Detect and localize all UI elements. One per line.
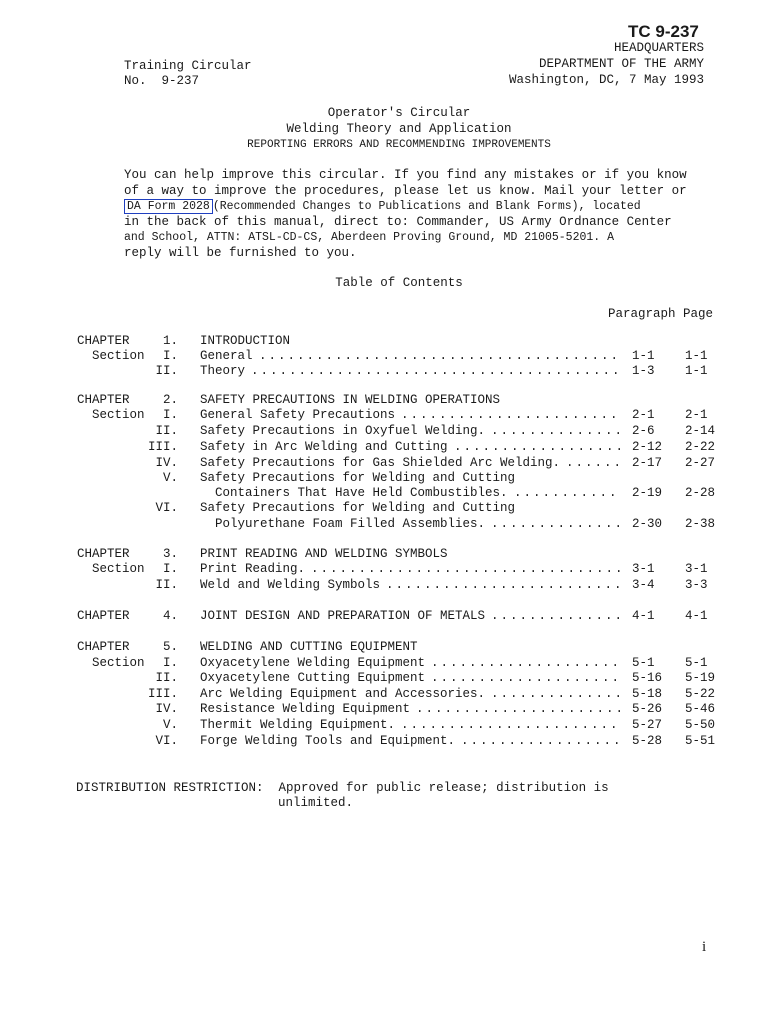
document-id: TC 9-237 xyxy=(628,22,699,41)
toc-leader-dots: ...................................... xyxy=(259,349,621,363)
toc-row xyxy=(0,423,768,439)
toc-entry-title: Safety Precautions for Welding and Cutting xyxy=(200,501,516,515)
org-department: DEPARTMENT OF THE ARMY xyxy=(538,57,704,71)
toc-paragraph: 4-1 xyxy=(632,609,655,623)
distribution-text-cont: unlimited. xyxy=(278,796,354,810)
toc-leader-dots: ................................. xyxy=(311,562,625,576)
circular-label: Training Circular xyxy=(124,59,252,73)
toc-leader-dots: .................. xyxy=(454,440,626,454)
toc-number: 2. xyxy=(162,393,178,407)
title-welding-theory: Welding Theory and Application xyxy=(286,122,512,136)
toc-row xyxy=(0,608,768,624)
toc-row xyxy=(0,701,768,717)
toc-number: II. xyxy=(155,424,178,438)
toc-leader-dots: .................... xyxy=(431,671,622,685)
toc-entry-title: General Safety Precautions xyxy=(200,408,396,422)
toc-leader-dots: .............. xyxy=(491,687,625,701)
toc-paragraph: 5-27 xyxy=(632,718,663,732)
toc-entry-title: Oxyacetylene Welding Equipment xyxy=(200,656,426,670)
col-paragraph: Paragraph xyxy=(608,307,676,321)
toc-row xyxy=(0,485,768,501)
toc-row xyxy=(0,686,768,702)
toc-paragraph: 3-4 xyxy=(632,578,655,592)
da-form-2028-link[interactable]: DA Form 2028 xyxy=(124,199,213,214)
toc-page: 5-46 xyxy=(685,702,716,716)
circular-number: No. 9-237 xyxy=(124,74,200,88)
col-page: Page xyxy=(683,307,714,321)
toc-entry-title: Resistance Welding Equipment xyxy=(200,702,411,716)
toc-paragraph: 5-28 xyxy=(632,734,663,748)
toc-leader-dots: ...................... xyxy=(416,702,626,716)
toc-row xyxy=(0,733,768,749)
toc-page: 2-14 xyxy=(685,424,716,438)
toc-paragraph: 2-6 xyxy=(632,424,655,438)
toc-entry-title: Print Reading. xyxy=(200,562,306,576)
toc-entry-title: Polyurethane Foam Filled Assemblies. xyxy=(200,517,486,531)
toc-page: 2-38 xyxy=(685,517,716,531)
toc-page: 3-1 xyxy=(685,562,708,576)
toc-row xyxy=(0,546,768,562)
toc-entry-title: General xyxy=(200,349,253,363)
toc-page: 1-1 xyxy=(685,349,708,363)
toc-number: II. xyxy=(155,671,178,685)
intro-line: in the back of this manual, direct to: Commander, US Army Ordnance Center xyxy=(124,214,672,229)
toc-page: 3-3 xyxy=(685,578,708,592)
toc-chapter-label: CHAPTER xyxy=(77,334,130,348)
toc-row xyxy=(0,348,768,364)
toc-entry-title: Oxyacetylene Cutting Equipment xyxy=(200,671,426,685)
toc-number: I. xyxy=(162,408,178,422)
intro-paragraph xyxy=(124,168,704,261)
org-location-date: Washington, DC, 7 May 1993 xyxy=(508,73,704,87)
toc-entry-title: WELDING AND CUTTING EQUIPMENT xyxy=(200,640,418,654)
toc-number: 4. xyxy=(162,609,178,623)
distribution-label: DISTRIBUTION RESTRICTION: xyxy=(76,781,264,795)
distribution-text: Approved for public release; distribution is xyxy=(278,781,609,795)
issuing-organization xyxy=(509,40,704,88)
toc-row xyxy=(0,717,768,733)
toc-entry-title: SAFETY PRECAUTIONS IN WELDING OPERATIONS xyxy=(200,393,501,407)
toc-number: V. xyxy=(162,471,178,485)
toc-number: I. xyxy=(162,349,178,363)
toc-page: 1-1 xyxy=(685,364,708,378)
toc-paragraph: 2-30 xyxy=(632,517,663,531)
toc-row xyxy=(0,655,768,671)
toc-number: II. xyxy=(155,364,178,378)
toc-paragraph: 3-1 xyxy=(632,562,655,576)
toc-row xyxy=(0,333,768,349)
toc-paragraph: 5-26 xyxy=(632,702,663,716)
toc-entry-title: Arc Welding Equipment and Accessories. xyxy=(200,687,486,701)
toc-entry-title: Safety Precautions in Oxyfuel Welding. xyxy=(200,424,486,438)
toc-row xyxy=(0,439,768,455)
toc-entry-title: Safety Precautions for Gas Shielded Arc Welding. xyxy=(200,456,561,470)
toc-leader-dots: ................. xyxy=(461,734,623,748)
toc-paragraph: 2-19 xyxy=(632,486,663,500)
intro-line: reply will be furnished to you. xyxy=(124,245,357,260)
toc-section-label: Section xyxy=(92,656,145,670)
toc-leader-dots: ....................... xyxy=(401,718,620,732)
toc-paragraph: 5-1 xyxy=(632,656,655,670)
toc-entry-title: Forge Welding Tools and Equipment. xyxy=(200,734,456,748)
toc-entry-title: Theory xyxy=(200,364,246,378)
toc-leader-dots: .............. xyxy=(491,609,625,623)
toc-leader-dots: .................... xyxy=(431,656,622,670)
toc-number: V. xyxy=(162,718,178,732)
toc-page: 2-22 xyxy=(685,440,716,454)
toc-leader-dots: ....................................... xyxy=(251,364,622,378)
circular-identifier xyxy=(124,59,252,89)
intro-line: of a way to improve the procedures, please let us know. Mail your letter or xyxy=(124,183,687,198)
toc-number: II. xyxy=(155,578,178,592)
title-operators-circular: Operator's Circular xyxy=(327,106,471,120)
document-titles xyxy=(0,105,768,153)
toc-section-label: Section xyxy=(92,408,145,422)
toc-title: Table of Contents xyxy=(335,276,463,290)
toc-chapter-label: CHAPTER xyxy=(77,547,130,561)
toc-page: 2-1 xyxy=(685,408,708,422)
toc-number: 5. xyxy=(162,640,178,654)
toc-row xyxy=(0,392,768,408)
toc-paragraph: 2-1 xyxy=(632,408,655,422)
toc-entry-title: JOINT DESIGN AND PREPARATION OF METALS xyxy=(200,609,486,623)
toc-chapter-label: CHAPTER xyxy=(77,609,130,623)
toc-leader-dots: ......................... xyxy=(386,578,624,592)
toc-section-label: Section xyxy=(92,349,145,363)
toc-entry-title: Weld and Welding Symbols xyxy=(200,578,381,592)
toc-leader-dots: .............. xyxy=(491,517,625,531)
toc-number: III. xyxy=(147,687,178,701)
distribution-restriction xyxy=(76,781,609,811)
toc-page: 5-19 xyxy=(685,671,716,685)
title-reporting-errors: REPORTING ERRORS AND RECOMMENDING IMPROVEMENTS xyxy=(247,139,551,151)
toc-chapter-label: CHAPTER xyxy=(77,393,130,407)
toc-entry-title: Thermit Welding Equipment. xyxy=(200,718,396,732)
toc-row xyxy=(0,363,768,379)
toc-number: VI. xyxy=(155,734,178,748)
toc-number: IV. xyxy=(155,456,178,470)
toc-entry-title: PRINT READING AND WELDING SYMBOLS xyxy=(200,547,448,561)
toc-leader-dots: ...... xyxy=(566,456,624,470)
toc-row xyxy=(0,470,768,486)
toc-row xyxy=(0,407,768,423)
toc-paragraph: 2-17 xyxy=(632,456,663,470)
intro-line: and School, ATTN: ATSL-CD-CS, Aberdeen Proving Ground, MD 21005-5201. A xyxy=(124,231,614,244)
toc-page: 5-1 xyxy=(685,656,708,670)
toc-page: 2-28 xyxy=(685,486,716,500)
toc-number: I. xyxy=(162,656,178,670)
toc-row xyxy=(0,500,768,516)
toc-leader-dots: .............. xyxy=(491,424,625,438)
toc-page: 5-22 xyxy=(685,687,716,701)
toc-entry-title: INTRODUCTION xyxy=(200,334,291,348)
toc-row xyxy=(0,577,768,593)
toc-number: IV. xyxy=(155,702,178,716)
intro-line: (Recommended Changes to Publications and Blank Forms), located xyxy=(212,200,641,213)
page-number: i xyxy=(702,939,707,955)
toc-entry-title: Safety Precautions for Welding and Cutting xyxy=(200,471,516,485)
toc-row xyxy=(0,516,768,532)
toc-paragraph: 1-1 xyxy=(632,349,655,363)
toc-column-headers xyxy=(608,307,713,321)
toc-page: 5-51 xyxy=(685,734,716,748)
toc-number: 3. xyxy=(162,547,178,561)
toc-leader-dots: ........... xyxy=(514,486,619,500)
toc-row xyxy=(0,455,768,471)
toc-row xyxy=(0,670,768,686)
toc-paragraph: 5-16 xyxy=(632,671,663,685)
toc-number: I. xyxy=(162,562,178,576)
toc-paragraph: 2-12 xyxy=(632,440,663,454)
toc-row xyxy=(0,639,768,655)
toc-row xyxy=(0,561,768,577)
toc-paragraph: 1-3 xyxy=(632,364,655,378)
toc-number: III. xyxy=(147,440,178,454)
toc-page: 5-50 xyxy=(685,718,716,732)
toc-entry-title: Containers That Have Held Combustibles. xyxy=(200,486,508,500)
toc-leader-dots: ....................... xyxy=(401,408,620,422)
toc-entry-title: Safety in Arc Welding and Cutting xyxy=(200,440,448,454)
toc-number: VI. xyxy=(155,501,178,515)
toc-paragraph: 5-18 xyxy=(632,687,663,701)
toc-page: 4-1 xyxy=(685,609,708,623)
org-headquarters: HEADQUARTERS xyxy=(613,41,704,55)
toc-page: 2-27 xyxy=(685,456,716,470)
toc-section-label: Section xyxy=(92,562,145,576)
toc-chapter-label: CHAPTER xyxy=(77,640,130,654)
toc-number: 1. xyxy=(162,334,178,348)
intro-line: You can help improve this circular. If you find any mistakes or if you know xyxy=(124,168,687,182)
